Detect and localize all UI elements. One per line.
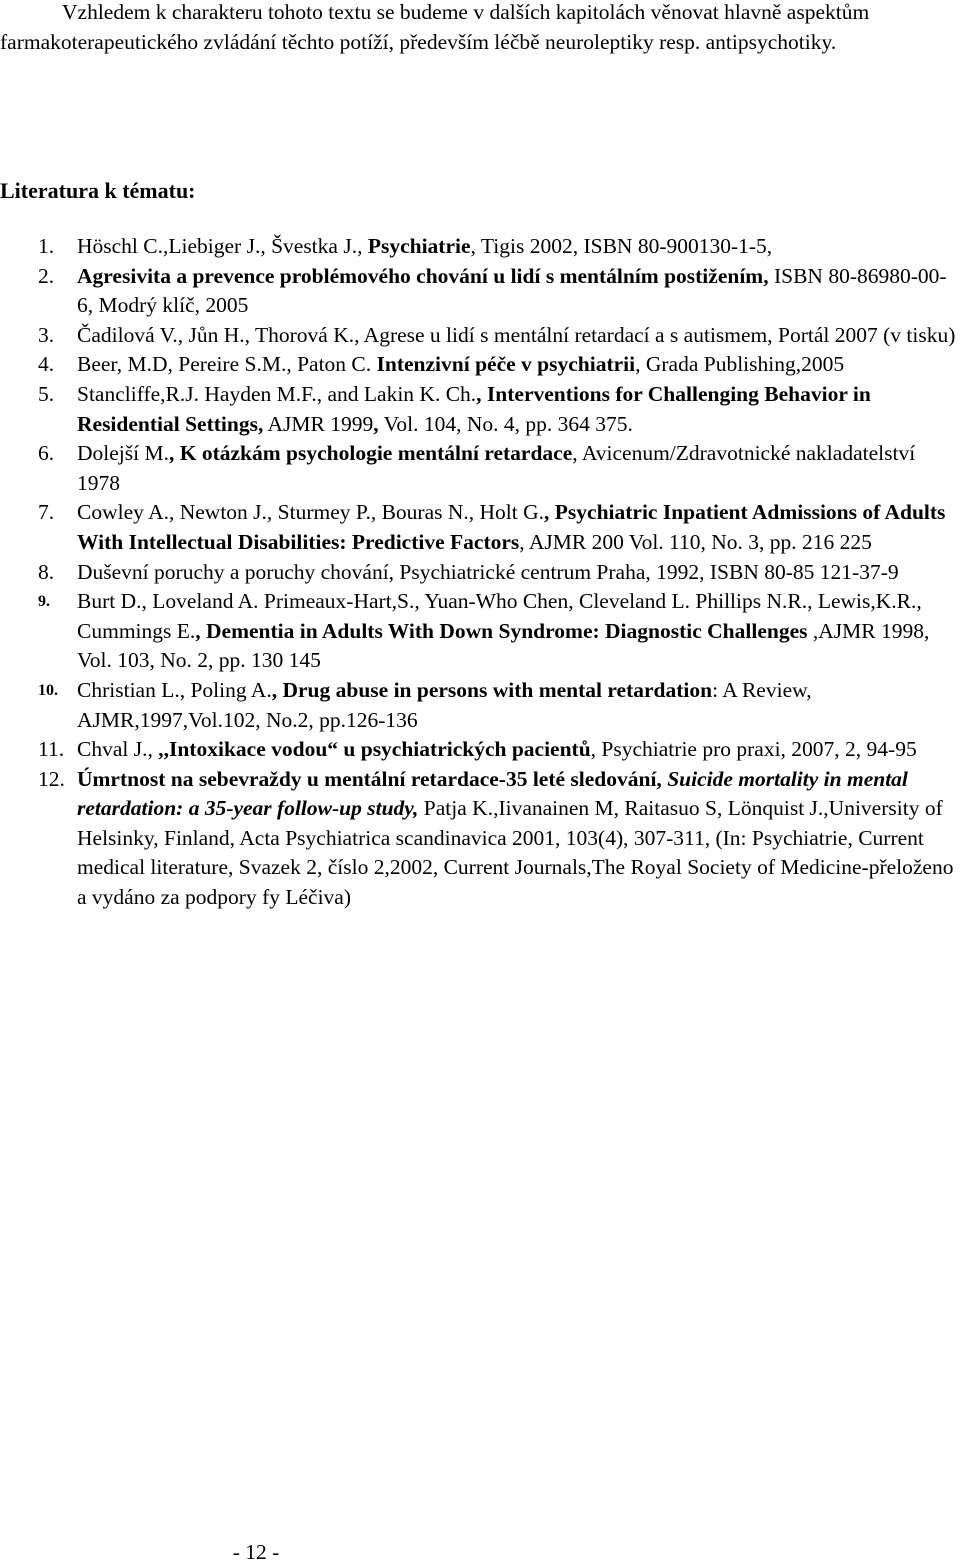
reference-item	[0, 558, 960, 588]
references-heading: Literatura k tématu:	[0, 178, 196, 203]
reference-text: , Dementia in Adults With Down Syndrome: Diagnostic Challenges	[195, 618, 808, 643]
reference-text: Chval J.,	[77, 737, 159, 762]
reference-text: Intenzivní péče v psychiatrii	[376, 352, 636, 377]
reference-text: Burt D., Loveland A. Primeaux-Hart,S., Yuan-Who Chen, Cleveland L. Phillips N.R., Lewis,K.R., Cummings E.	[77, 589, 922, 643]
reference-text: ,	[373, 411, 379, 436]
reference-item	[0, 232, 960, 262]
reference-number: 7.	[38, 500, 55, 525]
reference-item	[0, 676, 960, 735]
reference-number: 11.	[38, 737, 65, 762]
reference-number: 1.	[38, 234, 55, 258]
reference-text: , Psychiatric Inpatient Admissions of Adults With Intellectual Disabilities: Predictive Factors	[77, 500, 946, 554]
reference-number: 4.	[38, 352, 55, 377]
reference-item	[0, 765, 960, 913]
reference-text: , Interventions for Challenging Behavior in Residential Settings,	[77, 381, 871, 436]
reference-text: Úmrtnost na sebevraždy u mentální retardace-35 leté sledování,	[77, 766, 662, 791]
reference-text: Beer, M.D, Pereire S.M., Paton C.	[77, 352, 377, 377]
reference-text: , Psychiatrie pro praxi, 2007, 2, 94-95	[590, 737, 917, 762]
reference-text: , Drug abuse in persons with mental retardation	[271, 677, 713, 702]
reference-list	[0, 232, 960, 913]
reference-text: Agresivita a prevence problémového chování u lidí s mentálním postižením,	[77, 263, 769, 288]
reference-text: Vol. 104, No. 4, pp. 364 375.	[378, 411, 633, 436]
reference-text: Christian L., Poling A.	[77, 677, 272, 702]
reference-item	[0, 262, 960, 321]
reference-text: , Avicenum/Zdravotnické nakladatelství 1978	[77, 441, 916, 495]
reference-number: 2.	[38, 263, 55, 288]
intro-paragraph: Vzhledem k charakteru tohoto textu se budeme v dalších kapitolách věnovat hlavně aspektům farmakoterapeutického zvládání těchto potíží, především léčbě neuroleptiky resp. antipsychotiky.	[0, 0, 870, 54]
reference-text: Patja K.,Iivanainen M, Raitasuo S, Lönquist J.,University of Helsinky, Finland, Acta Psychiatrica scandinavica 2001, 103(4), 307-311, (In: Psychiatrie, Current medical literature, Svazek 2, číslo 2,2002, Current Journals,The Royal Society of Medicine-přeloženo a vydáno za podpory fy Léčiva)	[77, 796, 954, 910]
reference-item	[0, 380, 960, 439]
reference-item	[0, 439, 960, 498]
page-number-text: - 12 -	[232, 1540, 280, 1564]
reference-number: 6.	[38, 441, 55, 466]
reference-text: Cowley A., Newton J., Sturmey P., Bouras N., Holt G.	[77, 500, 545, 525]
reference-text: Suicide mortality in mental retardation: a 35-year follow-up study,	[77, 766, 908, 821]
reference-number: 10.	[38, 681, 58, 699]
reference-text: , Grada Publishing,2005	[635, 352, 845, 377]
reference-text: , Tigis 2002, ISBN 80-900130-1-5,	[470, 234, 773, 258]
reference-text: , K otázkám psychologie mentální retardace	[168, 441, 573, 466]
reference-number: 3.	[38, 322, 55, 347]
reference-text: Stancliffe,R.J. Hayden M.F., and Lakin K. Ch.	[77, 381, 477, 406]
reference-number: 5.	[38, 381, 55, 406]
reference-text: ISBN 80-86980-00-6, Modrý klíč, 2005	[77, 263, 947, 318]
reference-text: ,AJMR 1998, Vol. 103, No. 2, pp. 130 145	[77, 618, 930, 673]
reference-number: 8.	[38, 559, 55, 584]
reference-text: Čadilová V., Jůn H., Thorová K., Agrese u lidí s mentální retardací a s autismem, Portál 2007 (v tisku)	[77, 322, 956, 347]
reference-item	[0, 321, 960, 351]
reference-item	[0, 587, 960, 676]
reference-text: Duševní poruchy a poruchy chování, Psychiatrické centrum Praha, 1992, ISBN 80-85 121-37-9	[77, 559, 899, 584]
reference-item	[0, 498, 960, 557]
reference-text: Dolejší M.	[77, 441, 169, 466]
reference-text: Psychiatrie	[367, 234, 471, 258]
reference-text: AJMR 1999	[263, 411, 374, 436]
reference-number: 9.	[38, 593, 50, 611]
reference-text: , AJMR 200 Vol. 110, No. 3, pp. 216 225	[519, 529, 872, 554]
reference-item	[0, 350, 960, 380]
reference-text: Höschl C.,Liebiger J., Švestka J.,	[77, 234, 368, 258]
reference-text: ,,Intoxikace vodou“ u psychiatrických pacientů	[158, 737, 591, 762]
reference-number: 12.	[38, 766, 65, 791]
page-number	[0, 1538, 960, 1568]
reference-item	[0, 735, 960, 765]
reference-text: : A Review, AJMR,1997,Vol.102, No.2, pp.126-136	[77, 677, 812, 732]
